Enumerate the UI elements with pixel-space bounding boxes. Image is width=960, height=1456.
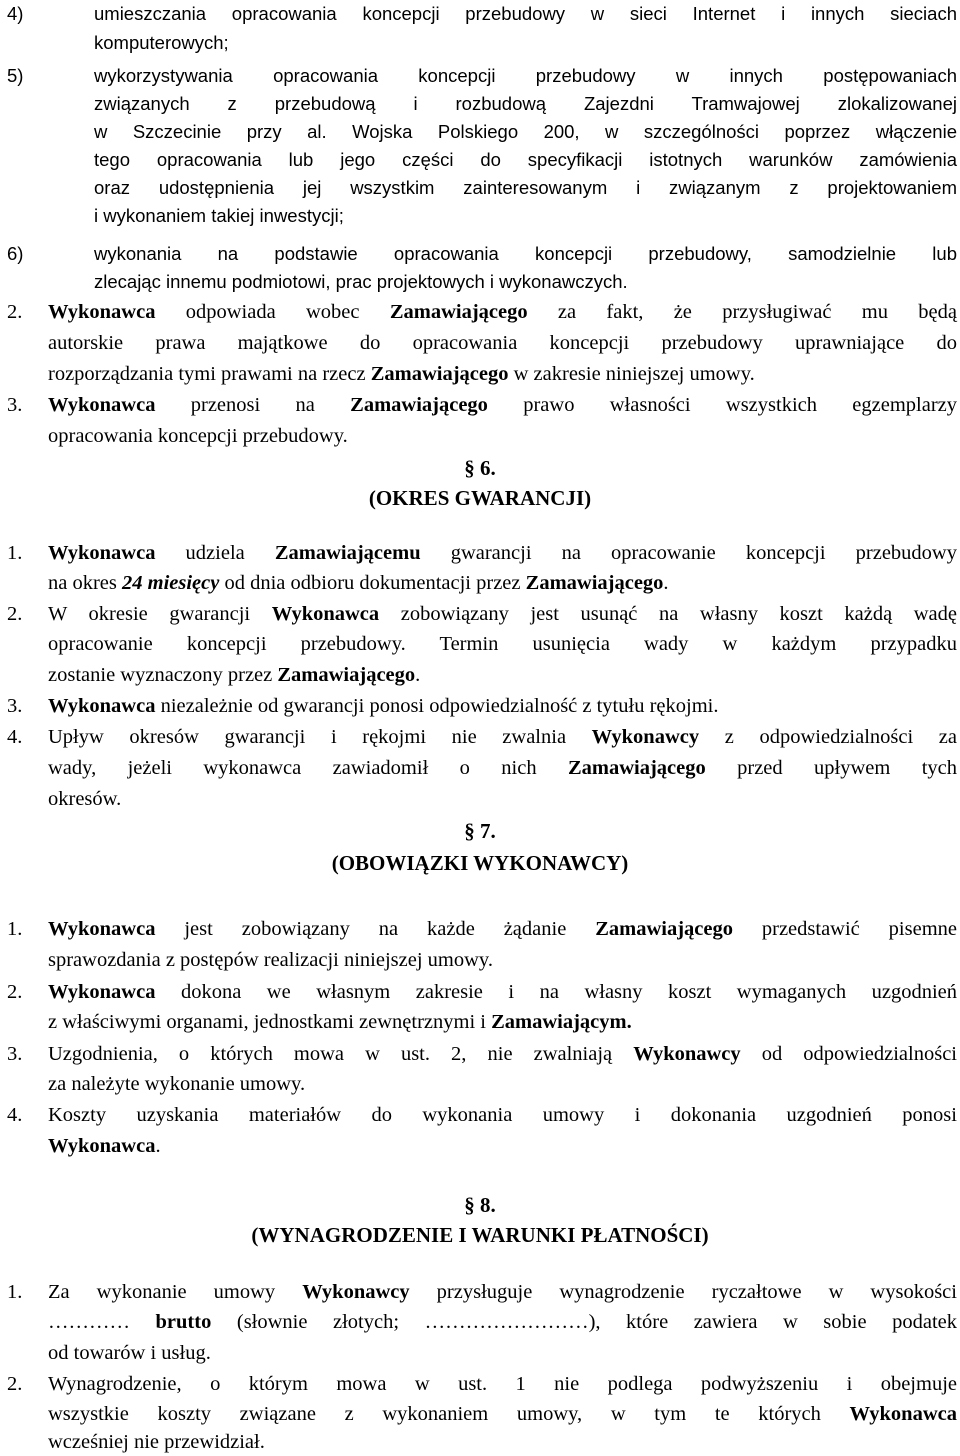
- item-text: ………… brutto (słownie złotych; ……………………), które zawiera w sobie podatek: [48, 1311, 957, 1333]
- item-number: 5): [7, 65, 24, 86]
- section-heading: § 7.: [464, 819, 496, 843]
- item-number: 4.: [7, 726, 23, 748]
- item-text: komputerowych;: [94, 32, 229, 53]
- item-text: Wykonawca jest zobowiązany na każde żądanie Zamawiającego przedstawić pisemne: [48, 918, 957, 940]
- item-number: 3.: [7, 1043, 23, 1065]
- item-text: Wykonawca niezależnie od gwarancji ponosi odpowiedzialność z tytułu rękojmi.: [48, 695, 719, 717]
- item-number: 2.: [7, 301, 23, 323]
- item-number: 3.: [7, 695, 23, 717]
- item-text: za należyte wykonanie umowy.: [48, 1073, 306, 1095]
- item-text: wykonania na podstawie opracowania koncepcji przebudowy, samodzielnie lub: [94, 243, 957, 264]
- item-number: 3.: [7, 394, 23, 416]
- item-number: 1.: [7, 918, 23, 940]
- item-text: i wykonaniem takiej inwestycji;: [94, 205, 344, 226]
- item-text: Wykonawca odpowiada wobec Zamawiającego za fakt, że przysługiwać mu będą: [48, 301, 957, 323]
- item-number: 2.: [7, 1373, 23, 1395]
- item-text: Wynagrodzenie, o którym mowa w ust. 1 nie podlega podwyższeniu i obejmuje: [48, 1373, 957, 1395]
- item-text: Wykonawca.: [48, 1135, 161, 1157]
- item-number: 4.: [7, 1104, 23, 1126]
- item-text: zostanie wyznaczony przez Zamawiającego.: [48, 664, 421, 686]
- item-number: 4): [7, 3, 24, 24]
- item-text: sprawozdania z postępów realizacji niniejszej umowy.: [48, 949, 493, 971]
- section-heading: § 8.: [464, 1193, 496, 1217]
- item-text: W okresie gwarancji Wykonawca zobowiązany jest usunąć na własny koszt każdą wadę: [48, 603, 957, 625]
- item-text: wykorzystywania opracowania koncepcji przebudowy w innych postępowaniach: [94, 65, 957, 86]
- item-number: 1.: [7, 542, 23, 564]
- item-text: w Szczecinie przy al. Wojska Polskiego 200, w szczególności poprzez włączenie: [94, 121, 957, 142]
- item-text: Upływ okresów gwarancji i rękojmi nie zwalnia Wykonawcy z odpowiedzialności za: [48, 726, 957, 748]
- item-text: Wykonawca dokona we własnym zakresie i na własny koszt wymaganych uzgodnień: [48, 981, 957, 1003]
- item-text: zlecając innemu podmiotowi, prac projektowych i wykonawczych.: [94, 271, 628, 292]
- item-text: opracowania koncepcji przebudowy.: [48, 425, 348, 447]
- item-text: wszystkie koszty związane z wykonaniem umowy, w tym te których Wykonawca: [48, 1403, 957, 1425]
- item-text: rozporządzania tymi prawami na rzecz Zamawiającego w zakresie niniejszej umowy.: [48, 363, 755, 385]
- section-title: (WYNAGRODZENIE I WARUNKI PŁATNOŚCI): [251, 1223, 709, 1247]
- item-text: umieszczania opracowania koncepcji przebudowy w sieci Internet i innych sieciach: [94, 3, 957, 24]
- item-text: związanych z przebudową i rozbudową Zajezdni Tramwajowej zlokalizowanej: [94, 93, 957, 114]
- section-title: (OBOWIĄZKI WYKONAWCY): [331, 851, 629, 875]
- item-number: 2.: [7, 981, 23, 1003]
- item-text: na okres 24 miesięcy od dnia odbioru dokumentacji przez Zamawiającego.: [48, 572, 669, 594]
- item-number: 1.: [7, 1281, 23, 1303]
- item-text: Uzgodnienia, o których mowa w ust. 2, nie zwalniają Wykonawcy od odpowiedzialności: [48, 1043, 957, 1065]
- section-heading: § 6.: [464, 456, 496, 480]
- item-text: autorskie prawa majątkowe do opracowania koncepcji przebudowy uprawniające do: [48, 332, 957, 354]
- item-text: opracowanie koncepcji przebudowy. Termin usunięcia wady w każdym przypadku: [48, 633, 957, 655]
- item-text: Za wykonanie umowy Wykonawcy przysługuje wynagrodzenie ryczałtowe w wysokości: [48, 1281, 957, 1303]
- item-text: Koszty uzyskania materiałów do wykonania umowy i dokonania uzgodnień ponosi: [48, 1104, 957, 1126]
- item-text: wcześniej nie przewidział.: [48, 1431, 265, 1453]
- item-text: tego opracowania lub jego części do specyfikacji istotnych warunków zamówienia: [94, 149, 957, 170]
- item-text: Wykonawca udziela Zamawiającemu gwarancji na opracowanie koncepcji przebudowy: [48, 542, 957, 564]
- section-title: (OKRES GWARANCJI): [368, 486, 592, 510]
- item-text: oraz udostępnienia jej wszystkim zainteresowanym i związanym z projektowaniem: [94, 177, 957, 198]
- item-text: okresów.: [48, 788, 122, 810]
- item-text: Wykonawca przenosi na Zamawiającego prawo własności wszystkich egzemplarzy: [48, 394, 957, 416]
- item-text: wady, jeżeli wykonawca zawiadomił o nich Zamawiającego przed upływem tych: [48, 757, 957, 779]
- item-number: 6): [7, 243, 24, 264]
- item-number: 2.: [7, 603, 23, 625]
- item-text: z właściwymi organami, jednostkami zewnętrznymi i Zamawiającym.: [48, 1011, 632, 1033]
- item-text: od towarów i usług.: [48, 1342, 211, 1364]
